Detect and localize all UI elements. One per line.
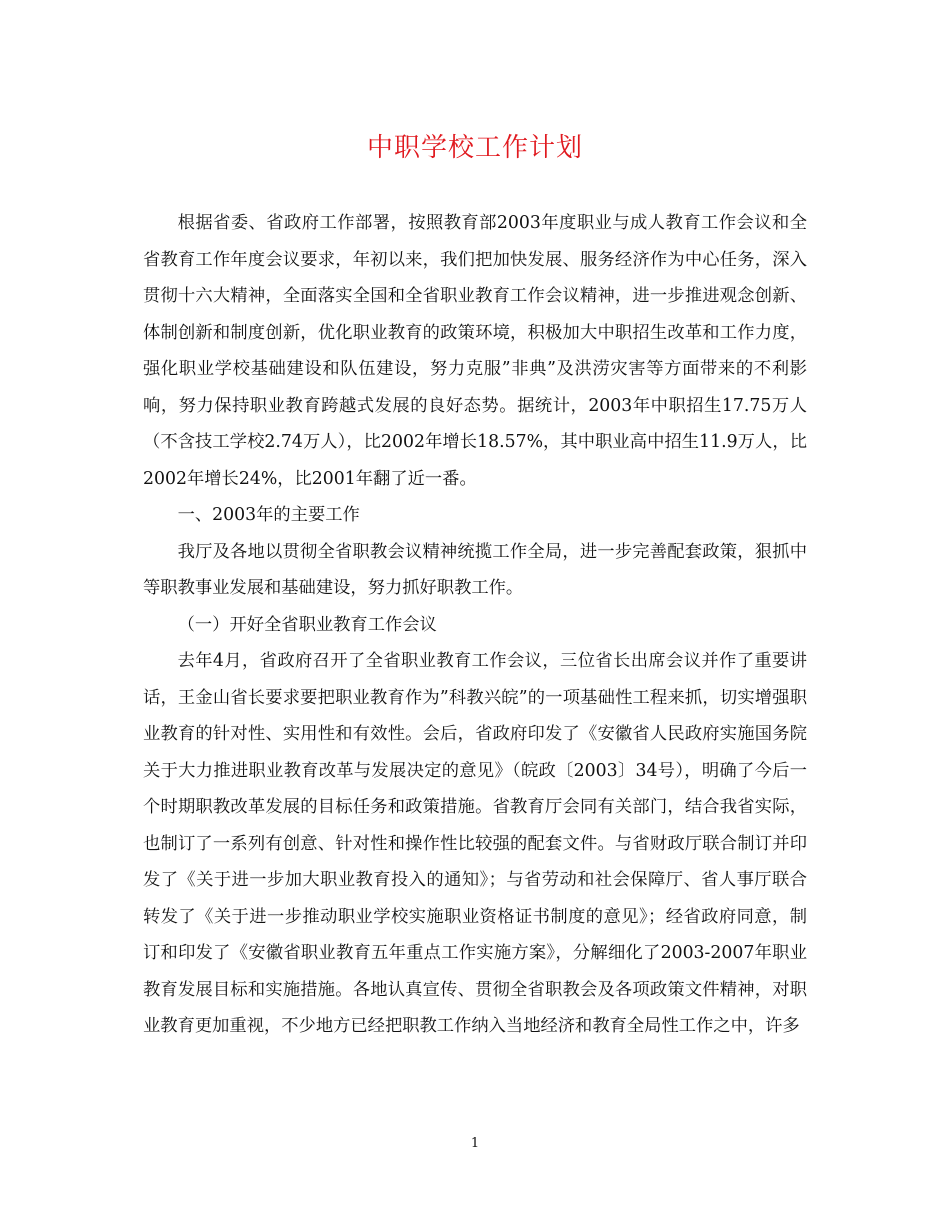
page-number: 1: [470, 1136, 480, 1151]
paragraph-overview: 我厅及各地以贯彻全省职教会议精神统揽工作全局，进一步完善配套政策，狠抓中等职教事业发展和基础建设，努力抓好职教工作。: [143, 541, 807, 598]
subsection-heading-conference: （一）开好全省职业教育工作会议: [177, 614, 437, 635]
document-body: [143, 205, 807, 1045]
paragraph-conference: 去年4月，省政府召开了全省职业教育工作会议，三位省长出席会议并作了重要讲话，王金山省长要求要把职业教育作为”科教兴皖”的一项基础性工程来抓，切实增强职业教育的针对性、实用性和有效性。会后，省政府印发了《安徽省人民政府实施国务院关于大力推进职业教育改革与发展决定的意见》（皖政〔2003〕34号），明确了今后一个时期职教改革发展的目标任务和政策措施。省教育厅会同有关部门，结合我省实际，也制订了一系列有创意、针对性和操作性比较强的配套文件。与省财政厅联合制订并印发了《关于进一步加大职业教育投入的通知》；与省劳动和社会保障厅、省人事厅联合转发了《关于进一步推动职业学校实施职业资格证书制度的意见》；经省政府同意，制订和印发了《安徽省职业教育五年重点工作实施方案》，分解细化了2003-2007年职业教育发展目标和实施措施。各地认真宣传、贯彻全省职教会及各项政策文件精神，对职业教育更加重视，不少地方已经把职教工作纳入当地经济和教育全局性工作之中，许多: [143, 651, 807, 1036]
document-title: 中职学校工作计划: [366, 133, 583, 163]
section-heading-main-work: 一、2003年的主要工作: [177, 505, 360, 525]
paragraph-intro: 根据省委、省政府工作部署，按照教育部2003年度职业与成人教育工作会议和全省教育工作年度会议要求，年初以来，我们把加快发展、服务经济作为中心任务，深入贯彻十六大精神，全面落实全国和全省职业教育工作会议精神，进一步推进观念创新、体制创新和制度创新，优化职业教育的政策环境，积极加大中职招生改革和工作力度，强化职业学校基础建设和队伍建设，努力克服”非典”及洪涝灾害等方面带来的不利影响，努力保持职业教育跨越式发展的良好态势。据统计，2003年中职招生17.75万人（不含技工学校2.74万人），比2002年增长18.57%，其中职业高中招生11.9万人，比2002年增长24%，比2001年翻了近一番。: [143, 213, 807, 489]
